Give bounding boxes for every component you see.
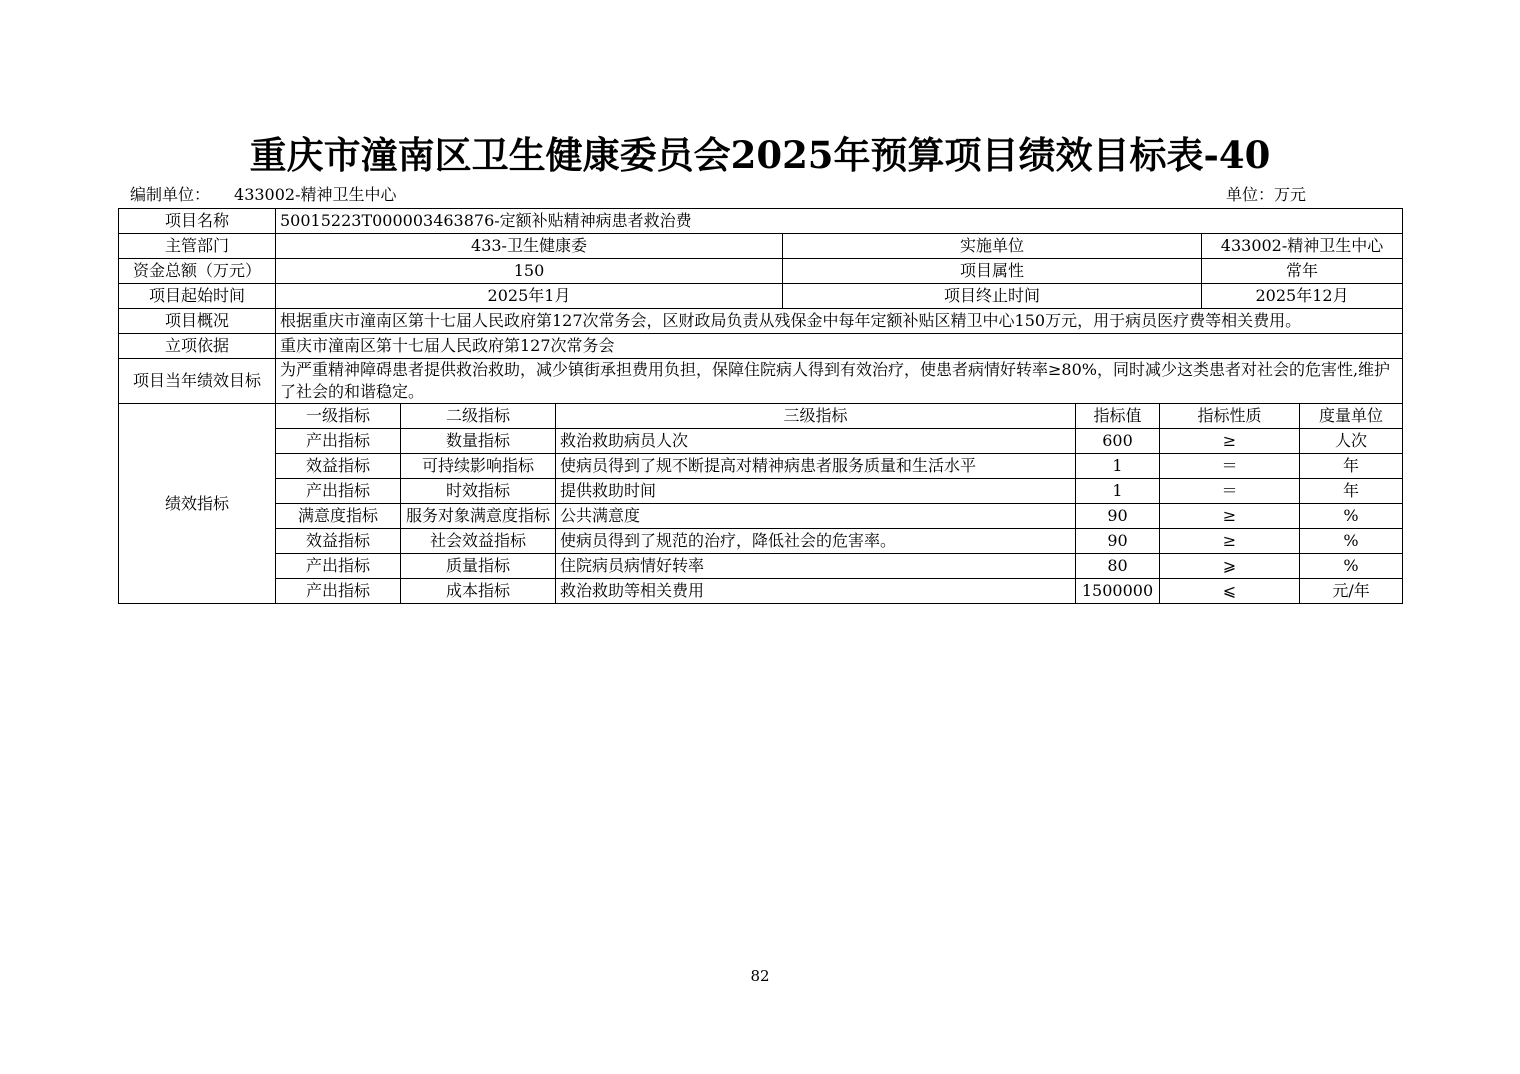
row-project-name bbox=[119, 209, 1403, 234]
dept-value: 433-卫生健康委 bbox=[276, 234, 783, 259]
indicator-nature: ＝ bbox=[1160, 479, 1300, 504]
currency-unit: 单位：万元 bbox=[1226, 185, 1307, 204]
indicator-unit: 元/年 bbox=[1300, 579, 1403, 604]
indicator-value: 1 bbox=[1076, 454, 1160, 479]
basis-label: 立项依据 bbox=[119, 334, 276, 359]
header-nature: 指标性质 bbox=[1160, 404, 1300, 429]
attr-label: 项目属性 bbox=[783, 259, 1202, 284]
indicator-unit: 人次 bbox=[1300, 429, 1403, 454]
indicator-unit: % bbox=[1300, 554, 1403, 579]
row-overview bbox=[119, 309, 1403, 334]
indicator-nature: ≥ bbox=[1160, 504, 1300, 529]
indicator-value: 1500000 bbox=[1076, 579, 1160, 604]
start-label: 项目起始时间 bbox=[119, 284, 276, 309]
project-name-value: 50015223T000003463876-定额补贴精神病患者救治费 bbox=[276, 209, 1403, 234]
indicator-nature: ⩽ bbox=[1160, 579, 1300, 604]
indicator-row bbox=[119, 429, 1403, 454]
start-value: 2025年1月 bbox=[276, 284, 783, 309]
indicator-row bbox=[119, 554, 1403, 579]
indicator-level1: 产出指标 bbox=[276, 579, 401, 604]
indicator-row bbox=[119, 504, 1403, 529]
goal-label: 项目当年绩效目标 bbox=[119, 359, 276, 404]
header-level1: 一级指标 bbox=[276, 404, 401, 429]
performance-table bbox=[118, 208, 1403, 604]
indicator-unit: 年 bbox=[1300, 454, 1403, 479]
indicator-level1: 效益指标 bbox=[276, 454, 401, 479]
indicator-level1: 效益指标 bbox=[276, 529, 401, 554]
impl-value: 433002-精神卫生中心 bbox=[1202, 234, 1403, 259]
indicator-level2: 时效指标 bbox=[401, 479, 556, 504]
indicator-value: 80 bbox=[1076, 554, 1160, 579]
indicator-nature: ＝ bbox=[1160, 454, 1300, 479]
end-value: 2025年12月 bbox=[1202, 284, 1403, 309]
indicator-level2: 可持续影响指标 bbox=[401, 454, 556, 479]
indicator-nature: ≥ bbox=[1160, 529, 1300, 554]
row-basis bbox=[119, 334, 1403, 359]
indicator-level3: 公共满意度 bbox=[556, 504, 1076, 529]
indicator-row bbox=[119, 479, 1403, 504]
header-value: 指标值 bbox=[1076, 404, 1160, 429]
indicator-level3: 使病员得到了规不断提高对精神病患者服务质量和生活水平 bbox=[556, 454, 1076, 479]
indicator-level2: 质量指标 bbox=[401, 554, 556, 579]
indicator-level2: 社会效益指标 bbox=[401, 529, 556, 554]
indicator-row bbox=[119, 529, 1403, 554]
indicator-nature: ⩾ bbox=[1160, 554, 1300, 579]
row-funds bbox=[119, 259, 1403, 284]
indicator-unit: 年 bbox=[1300, 479, 1403, 504]
indicator-level3: 救治救助等相关费用 bbox=[556, 579, 1076, 604]
overview-label: 项目概况 bbox=[119, 309, 276, 334]
dept-label: 主管部门 bbox=[119, 234, 276, 259]
indicator-value: 1 bbox=[1076, 479, 1160, 504]
indicator-nature: ≥ bbox=[1160, 429, 1300, 454]
indicator-level2: 数量指标 bbox=[401, 429, 556, 454]
project-name-label: 项目名称 bbox=[119, 209, 276, 234]
indicator-row bbox=[119, 454, 1403, 479]
overview-value: 根据重庆市潼南区第十七届人民政府第127次常务会，区财政局负责从残保金中每年定额补贴区精卫中心150万元，用于病员医疗费等相关费用。 bbox=[276, 309, 1403, 334]
indicator-level1: 产出指标 bbox=[276, 554, 401, 579]
compiling-unit bbox=[130, 184, 397, 206]
header-level2: 二级指标 bbox=[401, 404, 556, 429]
indicator-level3: 提供救助时间 bbox=[556, 479, 1076, 504]
compiling-unit-value: 433002-精神卫生中心 bbox=[234, 185, 397, 204]
indicator-header-row bbox=[119, 404, 1403, 429]
indicator-level3: 救治救助病员人次 bbox=[556, 429, 1076, 454]
indicator-level3: 住院病员病情好转率 bbox=[556, 554, 1076, 579]
impl-label: 实施单位 bbox=[783, 234, 1202, 259]
indicator-unit: % bbox=[1300, 504, 1403, 529]
end-label: 项目终止时间 bbox=[783, 284, 1202, 309]
indicator-unit: % bbox=[1300, 529, 1403, 554]
indicator-level1: 产出指标 bbox=[276, 429, 401, 454]
row-period bbox=[119, 284, 1403, 309]
indicator-level1: 产出指标 bbox=[276, 479, 401, 504]
indicator-value: 600 bbox=[1076, 429, 1160, 454]
row-annual-goal bbox=[119, 359, 1403, 404]
compiling-unit-label: 编制单位： bbox=[130, 185, 211, 204]
indicator-level2: 成本指标 bbox=[401, 579, 556, 604]
indicator-level2: 服务对象满意度指标 bbox=[401, 504, 556, 529]
page-number: 82 bbox=[750, 967, 770, 985]
indicator-level1: 满意度指标 bbox=[276, 504, 401, 529]
goal-value: 为严重精神障碍患者提供救治救助，减少镇街承担费用负担，保障住院病人得到有效治疗，使患者病情好转率≥80%，同时减少这类患者对社会的危害性,维护了社会的和谐稳定。 bbox=[276, 359, 1403, 404]
funds-value: 150 bbox=[276, 259, 783, 284]
header-unit: 度量单位 bbox=[1300, 404, 1403, 429]
funds-label: 资金总额（万元） bbox=[119, 259, 276, 284]
basis-value: 重庆市潼南区第十七届人民政府第127次常务会 bbox=[276, 334, 1403, 359]
indicator-value: 90 bbox=[1076, 529, 1160, 554]
indicator-level3: 使病员得到了规范的治疗，降低社会的危害率。 bbox=[556, 529, 1076, 554]
indicator-value: 90 bbox=[1076, 504, 1160, 529]
header-level3: 三级指标 bbox=[556, 404, 1076, 429]
row-department bbox=[119, 234, 1403, 259]
document-title: 重庆市潼南区卫生健康委员会2025年预算项目绩效目标表-40 bbox=[249, 133, 1271, 177]
attr-value: 常年 bbox=[1202, 259, 1403, 284]
indicators-section-label: 绩效指标 bbox=[119, 404, 276, 604]
indicator-row bbox=[119, 579, 1403, 604]
